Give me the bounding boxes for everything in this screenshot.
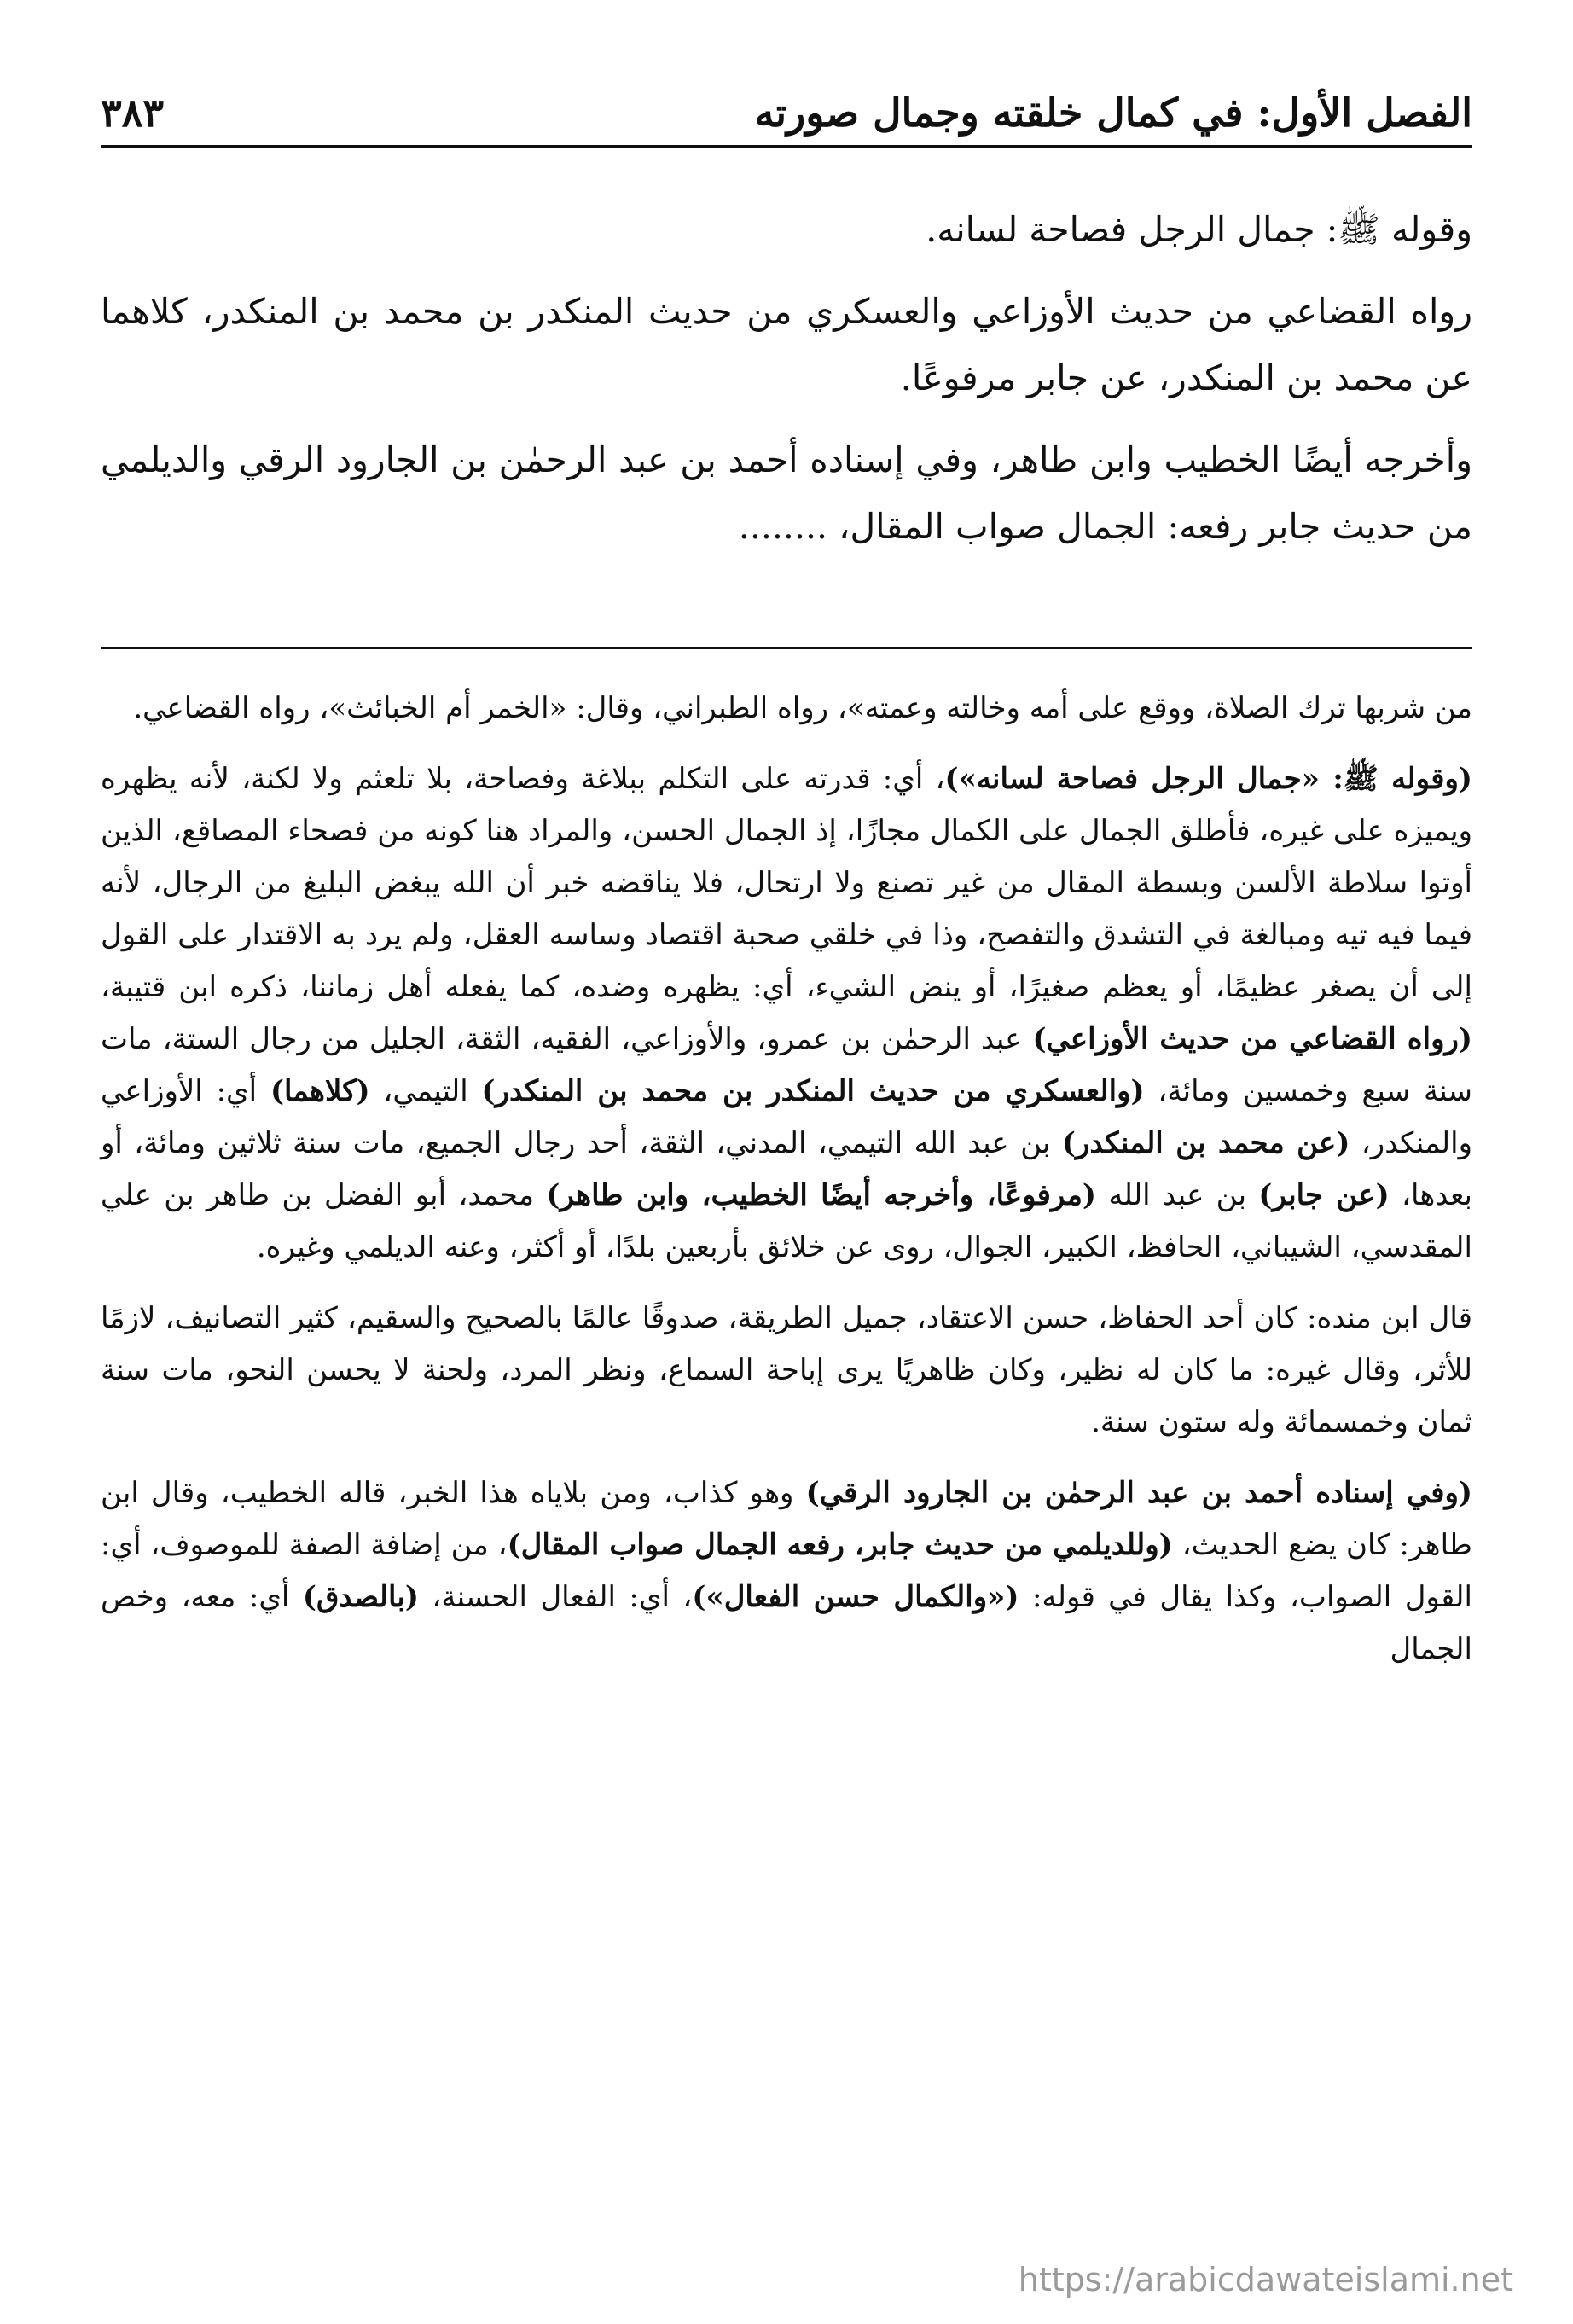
source-watermark: https://arabicdawateislami.net <box>1018 2261 1513 2298</box>
page-number: ٣٨٣ <box>101 90 165 136</box>
commentary-divider <box>101 647 1472 649</box>
commentary-text: من شربها ترك الصلاة، ووقع على أمه وخالته وعمته»، رواه الطبراني، وقال: «الخمر أم الخبائث»، رواه القضاعي. <box>133 691 1472 725</box>
quoted-phrase: (كلاهما) <box>270 1074 370 1108</box>
quoted-phrase: (وللديلمي من حديث جابر، رفعه الجمال صواب المقال) <box>507 1528 1173 1562</box>
commentary-text: أي: الأوزاعي والمنكدر، <box>101 1074 1472 1160</box>
commentary-text: بن عبد الله <box>1096 1178 1259 1212</box>
commentary-text: ، أي: الفعال الحسنة، <box>418 1580 693 1614</box>
quoted-phrase: (مرفوعًا، وأخرجه أيضًا الخطيب، وابن طاهر) <box>546 1178 1096 1212</box>
commentary <box>101 683 1472 1694</box>
commentary-paragraph <box>101 683 1472 735</box>
header-divider <box>101 145 1472 148</box>
quoted-phrase: (والعسكري من حديث المنكدر بن محمد بن المنكدر) <box>481 1074 1145 1108</box>
matn-paragraph: رواه القضاعي من حديث الأوزاعي والعسكري من حديث المنكدر بن محمد بن المنكدر، كلاهما عن محمد بن المنكدر، عن جابر مرفوعًا. <box>101 291 1472 398</box>
quoted-phrase: («والكمال حسن الفعال») <box>692 1580 1019 1614</box>
commentary-text: بن عبد الله التيمي، المدني، الثقة، أحد رجال الجميع، مات سنة ثلاثين ومائة، أو بعدها، <box>101 1126 1472 1212</box>
commentary-text: عبد الرحمٰن بن عمرو، والأوزاعي، الفقيه، الثقة، الجليل من رجال الستة، مات سنة سبع وخمسين ومائة، <box>101 1022 1472 1108</box>
commentary-text: ، أي: قدرته على التكلم ببلاغة وفصاحة، بلا تلعثم ولا لكنة، لأنه يظهره ويميزه على غيره، فأطلق الجمال على الكمال مجازًا، إذ الجمال الحسن، والمراد هنا كونه من فصحاء المصاقع، الذين أوتوا سلاطة الألسن وبسطة المقال من غير تصنع ولا ارتحال، فلا يناقضه خبر أن الله يبغض البليغ من الرجال، لأنه فيما فيه تيه ومبالغة في التشدق والتفصح، وذا في خلقي صحبة اقتصاد وساسه العقل، ولم يرد به الاقتدار على القول إلى أن يصغر عظيمًا، أو يعظم صغيرًا، أو ينض الشيء، أي: يظهره وضده، كما يفعله أهل زماننا، ذكره ابن قتيبة، <box>101 762 1472 1004</box>
chapter-title: الفصل الأول: في كمال خلقته وجمال صورته <box>754 90 1472 136</box>
commentary-text: أي: معه، وخص الجمال <box>101 1580 1472 1666</box>
quoted-phrase: (رواه القضاعي من حديث الأوزاعي) <box>1032 1022 1472 1056</box>
main-text <box>101 196 1472 575</box>
commentary-paragraph <box>101 1467 1472 1676</box>
commentary-text: ، من إضافة الصفة للموصوف، أي: القول الصواب، وكذا يقال في قوله: <box>101 1528 1472 1614</box>
quoted-phrase: (وقوله ﷺ: «جمال الرجل فصاحة لسانه») <box>944 762 1472 796</box>
commentary-paragraph <box>101 753 1472 1274</box>
matn-paragraph: وقوله ﷺ: جمال الرجل فصاحة لسانه. <box>926 209 1472 250</box>
commentary-text: وهو كذاب، ومن بلاياه هذا الخبر، قاله الخطيب، وقال ابن طاهر: كان يضع الحديث، <box>101 1476 1472 1562</box>
quoted-phrase: (بالصدق) <box>302 1580 419 1614</box>
quoted-phrase: (عن محمد بن المنكدر) <box>1061 1126 1350 1160</box>
running-head <box>101 78 1472 138</box>
commentary-text: التيمي، <box>369 1074 482 1108</box>
commentary-paragraph <box>101 1293 1472 1449</box>
quoted-phrase: (عن جابر) <box>1258 1178 1390 1212</box>
quoted-phrase: (وفي إسناده أحمد بن عبد الرحمٰن بن الجارود الرقي) <box>805 1476 1472 1510</box>
matn-paragraph: وأخرجه أيضًا الخطيب وابن طاهر، وفي إسناده أحمد بن عبد الرحمٰن بن الجارود الرقي والديلمي من حديث جابر رفعه: الجمال صواب المقال، ........ <box>101 439 1472 547</box>
commentary-text: محمد، أبو الفضل بن طاهر بن علي المقدسي، الشيباني، الحافظ، الكبير، الجوال، روى عن خلائق بأربعين بلدًا، أو أكثر، وعنه الديلمي وغيره. <box>101 1178 1472 1264</box>
commentary-text: قال ابن منده: كان أحد الحفاظ، حسن الاعتقاد، جميل الطريقة، صدوقًا عالمًا بالصحيح والسقيم، كثير التصانيف، لازمًا للأثر، وقال غيره: ما كان له نظير، وكان ظاهريًا يرى إباحة السماع، ونظر المرد، ولحنة لا يحسن النحو، مات سنة ثمان وخمسمائة وله ستون سنة. <box>101 1301 1472 1439</box>
